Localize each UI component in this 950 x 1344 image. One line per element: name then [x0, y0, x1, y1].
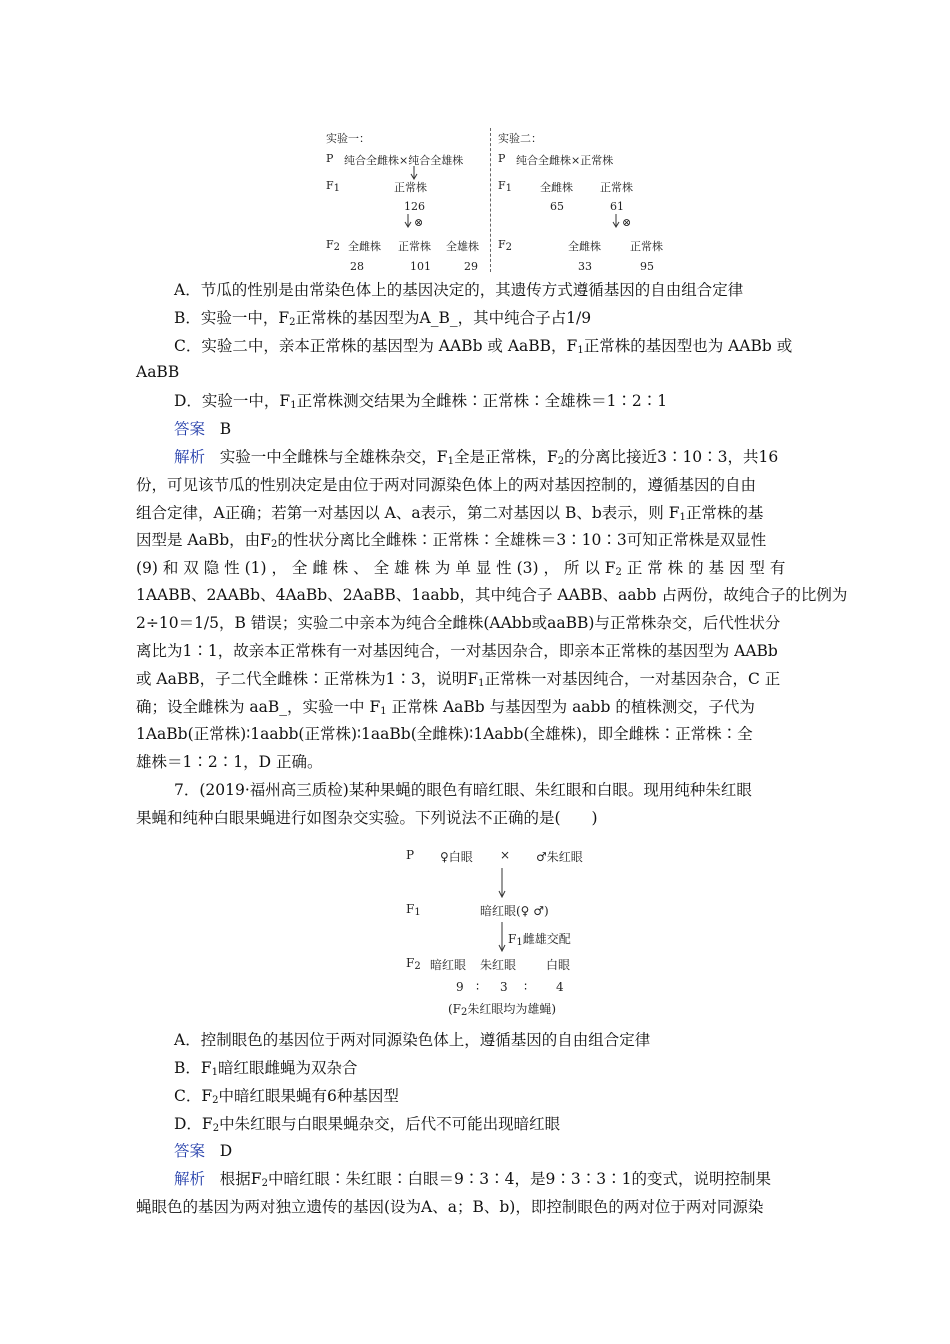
exp2-P-label: P — [498, 152, 506, 165]
fig2-F1-pheno: 暗红眼(♀ ♂) — [480, 904, 549, 918]
arrow-down-icon — [498, 868, 506, 898]
page-content — [136, 0, 848, 1344]
exp2-F1-b: 正常株 — [600, 181, 633, 194]
q6-analysis-line-1: 解析 实验一中全雌株与全雄株杂交，$F_1$全是正常株，$F_2$的分离比接近3∶10∶3，共16 — [174, 448, 779, 467]
q6-option-d: D．实验一中，$F_1$正常株测交结果为全雌株∶正常株∶全雄株＝1∶2∶1 — [174, 392, 668, 411]
q7-stem-1: 7．(2019·福州高三质检)某种果蝇的眼色有暗红眼、朱红眼和白眼。现用纯种朱红眼 — [174, 781, 752, 799]
fig2-F2-c: 白眼 — [546, 958, 571, 972]
q7-option-b: B．$F_1$暗红眼雌蝇为双杂合 — [174, 1059, 358, 1078]
fig2-ratio-colon-1: ∶ — [476, 980, 480, 994]
exp1-P-label: P — [326, 152, 334, 165]
exp2-P-cross: 纯合全雌株×正常株 — [516, 154, 614, 167]
q6-analysis-line-5: (9) 和 双 隐 性 (1) ， 全 雌 株 、 全 雄 株 为 单 显 性 (3) ， 所 以 $F_2$ 正 常 株 的 基 因 型 有 — [136, 559, 786, 578]
exp2-F1-a: 全雌株 — [540, 181, 573, 194]
q6-analysis-line-12: 雄株＝1∶2∶1，D 正确。 — [136, 753, 323, 771]
exp1-F1-pheno: 正常株 — [394, 181, 427, 194]
exp2-F2-label: $F_2$ — [498, 238, 513, 253]
q6-answer: 答案 B — [174, 420, 232, 438]
fig2-F2-a: 暗红眼 — [430, 958, 467, 972]
exp2-F2-a-n: 33 — [578, 260, 592, 273]
exp2-F2-a: 全雌株 — [568, 240, 601, 253]
q7-option-a: A．控制眼色的基因位于两对同源染色体上，遵循基因的自由组合定律 — [174, 1031, 651, 1049]
exp1-F2-b: 正常株 — [398, 240, 431, 253]
exp1-title: 实验一： — [326, 132, 370, 145]
q6-analysis-line-7: 2÷10＝1/5，B 错误；实验二中亲本为纯合全雌株(AAbb或aaBB)与正常株杂交，后代性状分 — [136, 614, 781, 632]
q6-analysis-line-3: 组合定律，A正确；若第一对基因以 A、a表示，第二对基因以 B、b表示，则 $F_1$正常株的基 — [136, 504, 764, 523]
q7-option-c: C．$F_2$中暗红眼果蝇有6种基因型 — [174, 1087, 399, 1106]
exp2-F1-a-n: 65 — [550, 200, 564, 213]
q6-analysis-line-2: 份，可见该节瓜的性别决定是由位于两对同源染色体上的两对基因控制的，遵循基因的自由 — [136, 476, 757, 494]
q6-analysis-line-11: 1AaBb(正常株)∶1aabb(正常株)∶1aaBb(全雌株)∶1Aabb(全雄株)，即全雌株∶正常株∶全 — [136, 725, 753, 743]
exp2-F1-b-n: 61 — [610, 200, 624, 213]
q6-option-c-cont: AaBB — [136, 363, 180, 381]
arrow-down-icon — [498, 922, 506, 952]
fig2-F2-label: $F_2$ — [406, 956, 421, 972]
fig2-F1-label: $F_1$ — [406, 902, 421, 918]
fig2-note: ($F_2$朱红眼均为雄蝇) — [448, 1002, 557, 1018]
exp1-F2-c-n: 29 — [464, 260, 478, 273]
q6-analysis-line-10: 确；设全雌株为 aaB_，实验一中 $F_1$ 正常株 AaBb 与基因型为 aabb 的植株测交，子代为 — [136, 698, 755, 717]
q7-option-d: D．$F_2$中朱红眼与白眼果蝇杂交，后代不可能出现暗红眼 — [174, 1115, 561, 1134]
self-cross-icon: ⊗ — [622, 216, 632, 229]
exp2-F2-b-n: 95 — [640, 260, 654, 273]
exp2-F1-label: $F_1$ — [498, 179, 513, 194]
fig2-ratio-b: 3 — [500, 980, 508, 994]
fig2-cross: × — [500, 848, 511, 862]
exp1-F2-b-n: 101 — [410, 260, 431, 273]
exp1-F1-label: $F_1$ — [326, 179, 341, 194]
exp2-F2-b: 正常株 — [630, 240, 663, 253]
q6-analysis-line-6: 1AABB、2AABb、4AaBb、2AaBB、1aabb，其中纯合子 AABB、aabb 占两份，故纯合子的比例为 — [136, 586, 848, 604]
fig2-male: ♂朱红眼 — [536, 850, 583, 864]
q7-stem-2: 果蝇和纯种白眼果蝇进行如图杂交实验。下列说法不正确的是( ) — [136, 809, 598, 827]
fig2-ratio-a: 9 — [456, 980, 464, 994]
fig2-ratio-colon-2: ∶ — [524, 980, 528, 994]
fig2-F2-b: 朱红眼 — [480, 958, 517, 972]
fig2-mating: $F_1$雌雄交配 — [508, 932, 571, 948]
q7-analysis-line-2: 蝇眼色的基因为两对独立遗传的基因(设为A、a；B、b)，即控制眼色的两对位于两对同源染 — [136, 1198, 764, 1216]
fig2-ratio-c: 4 — [556, 980, 564, 994]
exp1-P-cross: 纯合全雌株×纯合全雄株 — [344, 154, 464, 167]
q6-option-b: B．实验一中，$F_2$正常株的基因型为A_B_，其中纯合子占1/9 — [174, 309, 592, 328]
exp1-F1-count: 126 — [404, 200, 425, 213]
q6-analysis-line-4: 因型是 AaBb，由$F_2$的性状分离比全雌株∶正常株∶全雄株＝3∶10∶3可知正常株是双显性 — [136, 531, 767, 550]
q6-analysis-line-8: 离比为1∶1，故亲本正常株有一对基因纯合，一对基因杂合，即亲本正常株的基因型为 AABb — [136, 642, 778, 660]
cross-diagram-2 — [400, 842, 620, 1022]
fig2-P-label: P — [406, 848, 415, 862]
exp1-F2-c: 全雄株 — [446, 240, 479, 253]
fig2-female: ♀白眼 — [440, 850, 473, 864]
q6-option-c: C．实验二中，亲本正常株的基因型为 AABb 或 AaBB，$F_1$正常株的基因型也为 AABb 或 — [174, 337, 793, 356]
exp1-F2-label: $F_2$ — [326, 238, 341, 253]
q7-answer: 答案 D — [174, 1142, 233, 1160]
exp2-title: 实验二： — [498, 132, 542, 145]
exp1-F2-a-n: 28 — [350, 260, 364, 273]
q6-option-a: A．节瓜的性别是由常染色体上的基因决定的，其遗传方式遵循基因的自由组合定律 — [174, 281, 744, 299]
self-cross-icon: ⊗ — [414, 216, 424, 229]
q7-analysis-line-1: 解析 根据$F_2$中暗红眼∶朱红眼∶白眼＝9∶3∶4，是9∶3∶3∶1的变式，说明控制果 — [174, 1170, 771, 1189]
exp1-F2-a: 全雌株 — [348, 240, 381, 253]
q6-analysis-line-9: 或 AaBB，子二代全雌株∶正常株为1∶3，说明$F_1$正常株一对基因纯合，一对基因杂合，C 正 — [136, 670, 781, 689]
